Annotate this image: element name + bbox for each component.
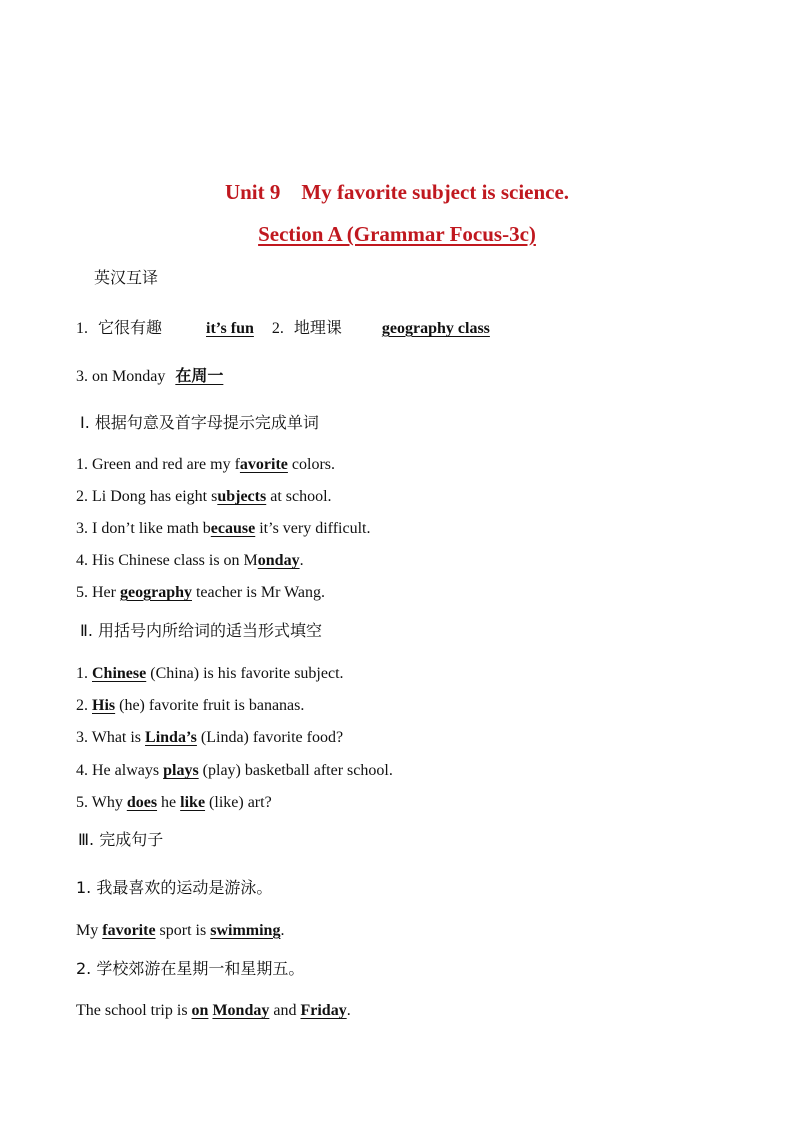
vocab-item2-cn: 地理课	[293, 318, 342, 337]
section3-heading: Ⅲ. 完成句子	[78, 830, 164, 849]
item-text: 1. Green and red are my f	[76, 456, 240, 473]
item-text: 2.	[76, 697, 92, 714]
answer-text: plays	[163, 762, 199, 779]
section2-item-1	[76, 664, 344, 684]
vocab-item2-answer: geography class	[381, 320, 490, 337]
item-text: (like) art?	[205, 794, 272, 811]
answer-text: Chinese	[92, 665, 147, 682]
section2-heading: Ⅱ. 用括号内所给词的适当形式填空	[80, 621, 323, 640]
item-text: .	[299, 552, 304, 569]
item-text: 4. He always	[76, 762, 164, 779]
vocab-item3-answer: 在周一	[175, 366, 224, 385]
answer-text: geography	[119, 584, 192, 601]
section2-item-2	[76, 696, 304, 716]
answer-text: swimming	[210, 922, 281, 939]
item-text: 5. Why	[76, 794, 127, 811]
section1-item-3	[76, 519, 370, 539]
section1-item-2	[76, 487, 332, 507]
section1-item-4	[76, 551, 304, 571]
vocab-item1-num: 1.	[76, 320, 88, 337]
item-text: and	[269, 1002, 301, 1019]
answer-text: ubjects	[217, 488, 267, 505]
item-text: sport is	[155, 922, 211, 939]
answer-text: like	[180, 794, 206, 811]
item-text: (he) favorite fruit is bananas.	[115, 697, 305, 714]
item-text: 5. Her	[76, 584, 120, 601]
answer-text: His	[92, 697, 116, 714]
item-text: it’s very difficult.	[255, 520, 371, 537]
section1-item-5	[76, 583, 325, 603]
item-text: 2. Li Dong has eight s	[76, 488, 218, 505]
vocab-heading: 英汉互译	[94, 268, 159, 287]
item-text: 4. His Chinese class is on M	[76, 552, 258, 569]
unit-title: Unit 9 My favorite subject is science.	[224, 180, 570, 204]
item-text: teacher is Mr Wang.	[191, 584, 326, 601]
section3-q1-prompt: 1. 我最喜欢的运动是游泳。	[76, 878, 273, 897]
answer-text: on	[191, 1002, 209, 1019]
vocab-item3-prompt: 3. on Monday	[76, 368, 166, 385]
item-text: 1.	[76, 665, 92, 682]
item-text: he	[157, 794, 181, 811]
vocab-item1-answer: it’s fun	[206, 320, 254, 337]
item-text: (Linda) favorite food?	[196, 729, 344, 746]
item-text: .	[346, 1002, 351, 1019]
answer-text: Monday	[212, 1002, 270, 1019]
section-subtitle: Section A (Grammar Focus-3c)	[258, 222, 536, 246]
vocab-item2-num: 2.	[271, 320, 284, 337]
section3-q1-answer-line	[76, 921, 284, 941]
answer-text: Friday	[300, 1002, 347, 1019]
answer-text: favorite	[102, 922, 156, 939]
answer-text: does	[126, 794, 158, 811]
answer-text: Linda’s	[145, 729, 197, 746]
item-text: colors.	[287, 456, 336, 473]
vocab-item1-cn: 它很有趣	[98, 318, 163, 337]
answer-text: onday	[257, 552, 300, 569]
item-text: at school.	[266, 488, 332, 505]
section1-item-1	[76, 455, 335, 475]
item-text: My	[76, 922, 103, 939]
section2-item-4	[76, 761, 393, 781]
item-text: 3. I don’t like math b	[76, 520, 211, 537]
section2-item-5	[76, 793, 272, 813]
section3-q2-answer-line	[76, 1001, 351, 1021]
item-text: The school trip is	[76, 1002, 192, 1019]
section1-heading: Ⅰ. 根据句意及首字母提示完成单词	[80, 413, 319, 432]
vocab-line-3	[76, 366, 223, 387]
item-text: 3. What is	[76, 729, 146, 746]
answer-text: avorite	[239, 456, 288, 473]
section3-q2-prompt: 2. 学校郊游在星期一和星期五。	[76, 959, 305, 978]
answer-text: ecause	[210, 520, 256, 537]
vocab-line-1	[76, 318, 490, 339]
item-text: (China) is his favorite subject.	[146, 665, 344, 682]
section2-item-3	[76, 728, 343, 748]
item-text: .	[280, 922, 285, 939]
item-text: (play) basketball after school.	[198, 762, 393, 779]
